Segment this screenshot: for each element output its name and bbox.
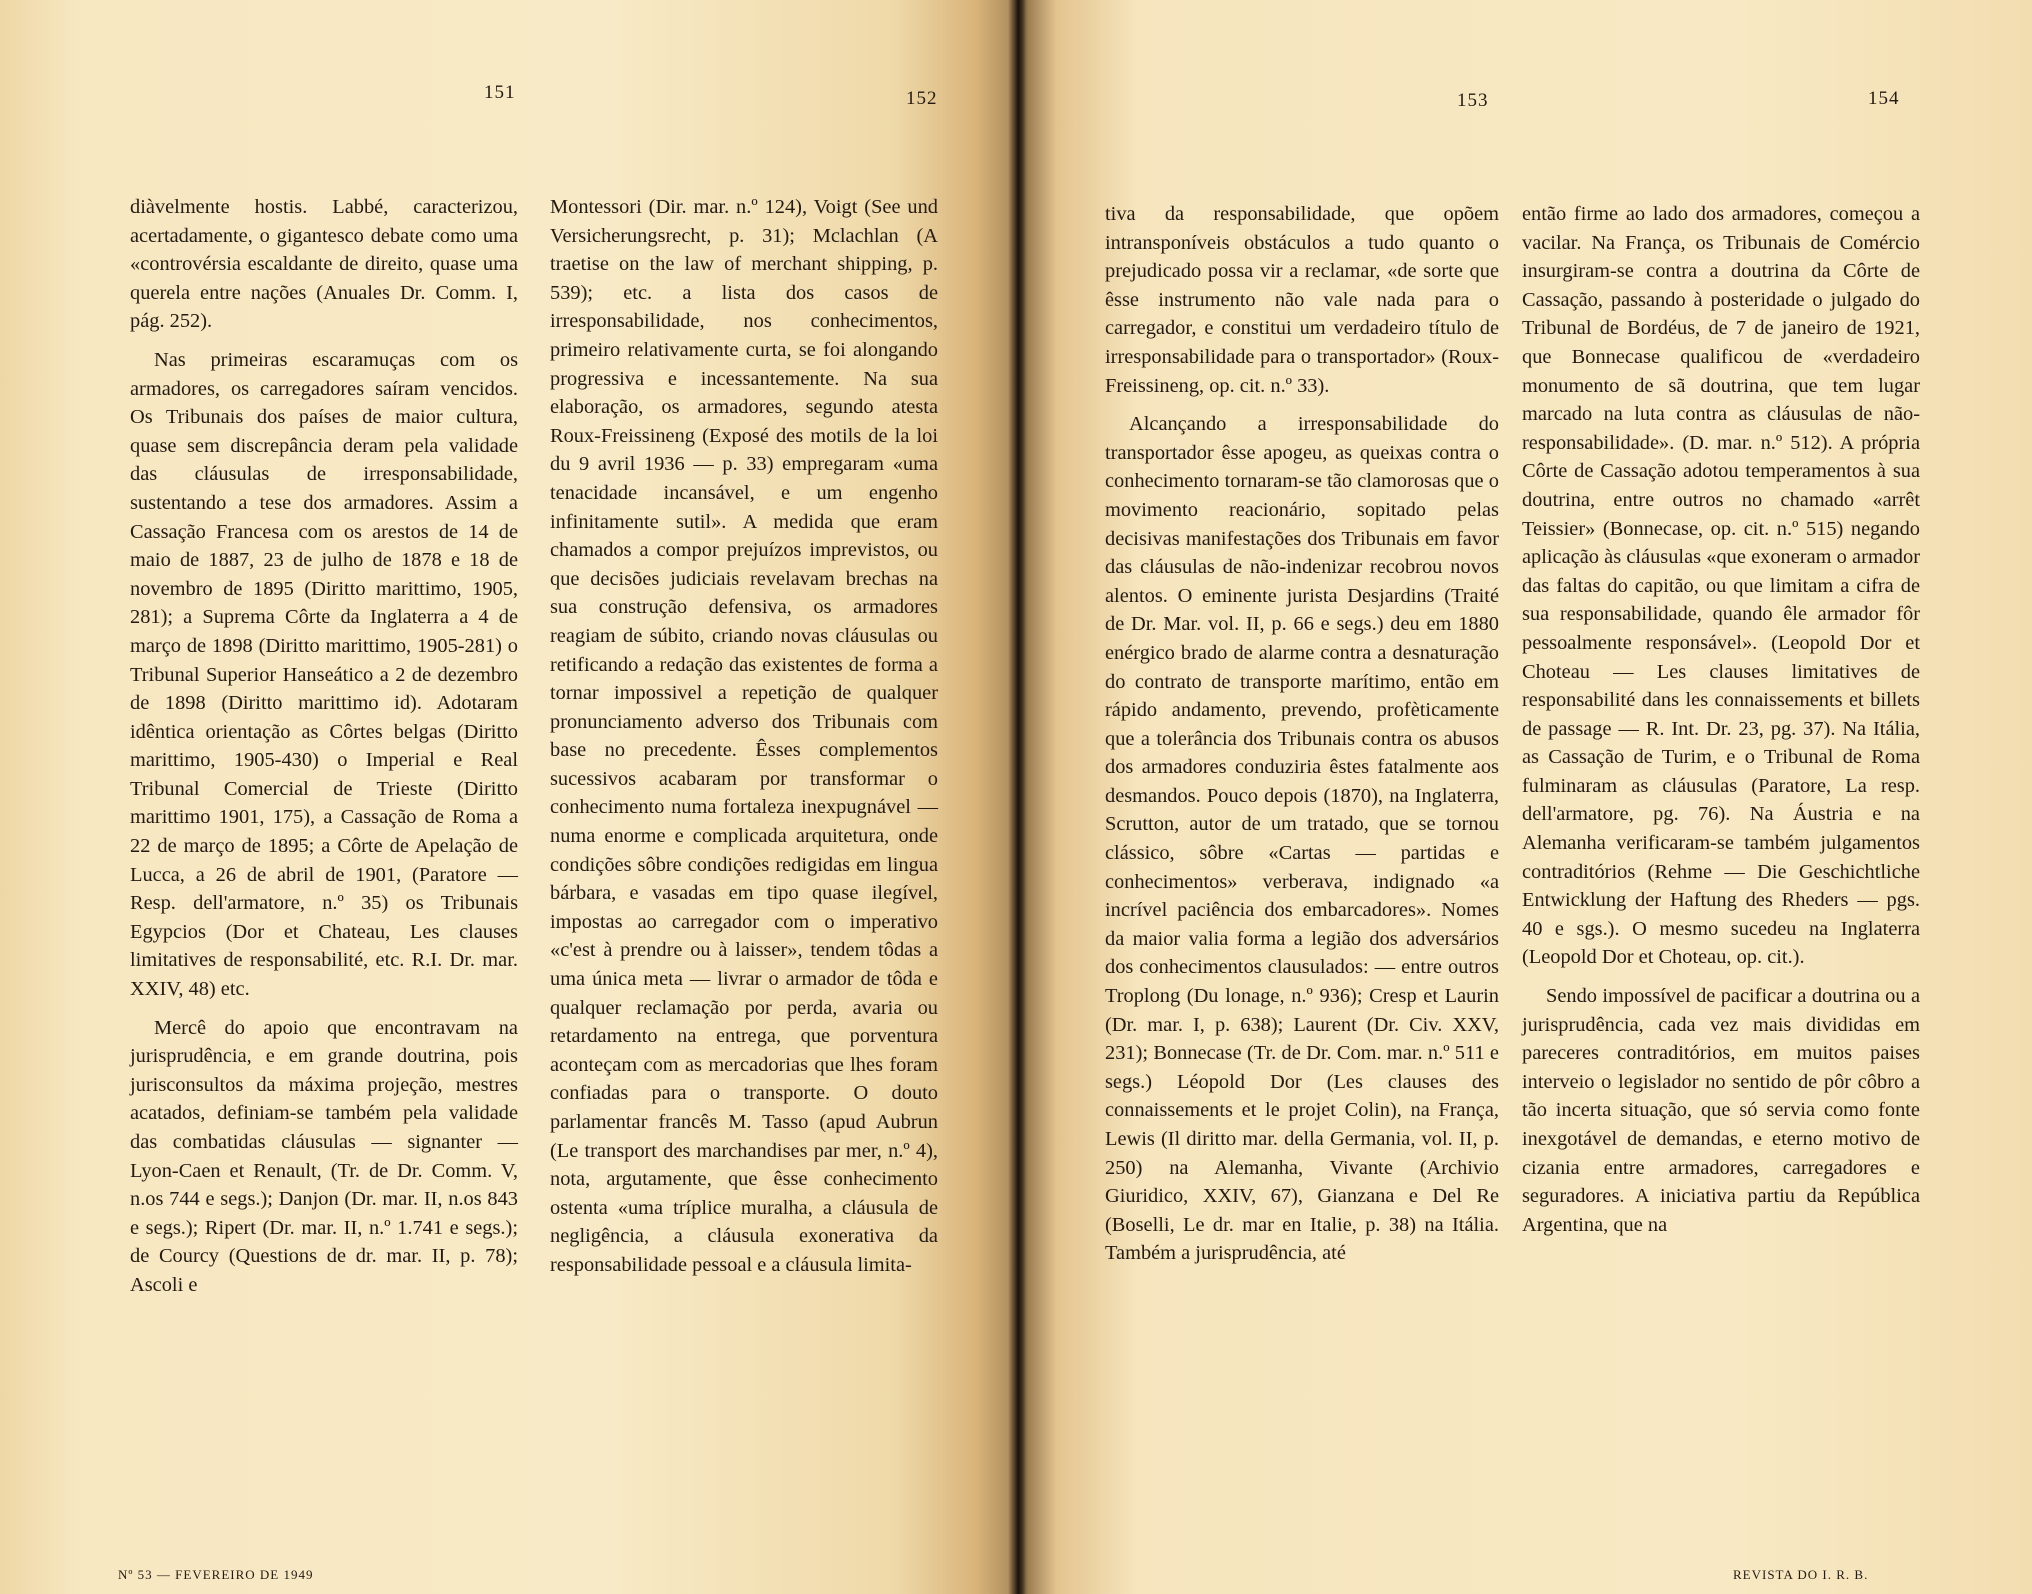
paragraph: Montessori (Dir. mar. n.º 124), Voigt (See und Versicherungsrecht, p. 31); Mclachlan (A traetise on the law of merchant shipping, p. 539); etc. a lista dos casos de irresponsabilidade, nos conhecimentos, primeiro relativamente curta, se foi alongando progressiva e incessantemente. Na sua elaboração, os armadores, segundo atesta Roux-Freissineng (Exposé des motils de la loi du 9 avril 1936 — p. 33) empregaram «uma tenacidade incansável, e um engenho infinitamente sutil». A medida que eram chamados a compor prejuízos imprevistos, ou que decisões judiciais revelavam brechas na sua construção defensiva, os armadores reagiam de súbito, criando novas cláusulas ou retificando a redação das existentes de forma a tornar impossivel a repetição de qualquer pronunciamento adverso dos Tribunais com base no precedente. Êsses complementos sucessivos acabaram por transformar o conhecimento numa fortaleza inexpugnável — numa enorme e complicada arquitetura, onde condições sôbre condições redigidas em lingua bárbara, e vasadas em tipo quase ilegível, impostas ao carregador com o imperativo «c'est à prendre ou à laisser», tendem tôdas a uma única meta — livrar o armador de tôda e qualquer reclamação por perda, avaria ou retardamento na entrega, que porventura aconteçam com as mercadorias que lhes foram confiadas para o transporte. O douto parlamentar francês M. Tasso (apud Aubrun (Le transport des marchandises par mer, n.º 4), nota, argutamente, que êsse conhecimento ostenta «uma tríplice muralha, a cláusula de negligência, a cláusula exonerativa da responsabilidade pessoal e a cláusula limita- <box>550 196 938 1276</box>
paragraph: Nas primeiras escaramuças com os armadores, os carregadores saíram vencidos. Os Tribunais dos países de maior cultura, quase sem discrepância deram pela validade das cláusulas de irresponsabilidade, sustentando a tese dos armadores. Assim a Cassação Francesa com os arestos de 14 de maio de 1887, 23 de julho de 1878 e 18 de novembro de 1895 (Diritto marittimo, 1905, 281); a Suprema Côrte da Inglaterra a 4 de março de 1898 (Diritto marittimo, 1905-281) o Tribunal Superior Hanseático a 2 de dezembro de 1898 (Diritto marittimo id). Adotaram idêntica orientação as Côrtes belgas (Diritto marittimo, 1905-430) o Imperial e Real Tribunal Comercial de Trieste (Diritto marittimo 1901, 175), a Cassação de Roma a 22 de março de 1895; a Côrte de Apelação de Lucca, a 26 de abril de 1901, (Paratore — Resp. dell'armatore, n.º 35) os Tribunais Egypcios (Dor et Chateau, Les clauses limitatives de responsabilité, etc. R.I. Dr. mar. XXIV, 48) etc. <box>130 348 518 1001</box>
paragraph: Sendo impossível de pacificar a doutrina ou a jurisprudência, cada vez mais divididas em pareceres contraditórios, em muitos paises interveio o legislador no sentido de pôr côbro a tão incerta situação, que só servia como fonte inexgotável de demandas, e eterno motivo de cizania entre armadores, carregadores e seguradores. A iniciativa partiu da República Argentina, que na <box>1522 985 1920 1236</box>
paragraph: diàvelmente hostis. Labbé, caracterizou, acertadamente, o gigantesco debate como uma «controvérsia escaldante de direito, quase uma querela entre nações (Anuales Dr. Comm. I, pág. 252). <box>130 196 518 333</box>
page-number-154: 154 <box>1868 88 1900 109</box>
page-number-153: 153 <box>1457 90 1489 111</box>
book-gutter <box>1008 0 1026 1594</box>
page-number-152: 152 <box>906 88 938 109</box>
paragraph: tiva da responsabilidade, que opõem intransponíveis obstáculos a tudo quanto o prejudicado possa vir a reclamar, «de sorte que êsse instrumento não vale nada para o carregador, e constitui um verdadeiro título de irresponsabilidade para o transportador» (Roux-Freissineng, op. cit. n.º 33). <box>1105 203 1499 397</box>
footer-issue: Nº 53 — FEVEREIRO DE 1949 <box>118 1567 314 1582</box>
paragraph: Alcançando a irresponsabilidade do transportador êsse apogeu, as queixas contra o conhecimento tornaram-se tão clamorosas que o movimento reacionário, sopitado pelas decisivas manifestações dos Tribunais em favor das cláusulas de não-indenizar recobrou novos alentos. O eminente jurista Desjardins (Traité de Dr. Mar. vol. II, p. 66 e segs.) deu em 1880 enérgico brado de alarme contra a desnaturação do contrato de transporte marítimo, então em rápido andamento, prevendo, profèticamente que a tolerância dos Tribunais contra os abusos dos armadores conduziria êstes fatalmente aos desmandos. Pouco depois (1870), na Inglaterra, Scrutton, autor de um tratado, que se tornou clássico, sôbre «Cartas — partidas e conhecimentos» verberava, indignado «a incrível paciência dos embarcadores». Nomes da maior valia forma a legião dos adversários dos conhecimentos clausulados: — entre outros Troplong (Du lonage, n.º 936); Cresp et Laurin (Dr. mar. I, p. 638); Laurent (Dr. Civ. XXV, 231); Bonnecase (Tr. de Dr. Com. mar. n.º 511 e segs.) Léopold Dor (Les clauses des connaissements et le projet Colin), na França, Lewis (Il diritto mar. della Germania, vol. II, p. 250) na Alemanha, Vivante (Archivio Giuridico, XXIV, 67), Gianzana e Del Re (Boselli, Le dr. mar en Italie, p. 38) na Itália. Também a jurisprudência, até <box>1105 413 1499 1265</box>
footer-journal: REVISTA DO I. R. B. <box>1733 1567 1869 1582</box>
paragraph: então firme ao lado dos armadores, começou a vacilar. Na França, os Tribunais de Comércio insurgiram-se contra a doutrina da Côrte de Cassação, passando à posteridade o julgado do Tribunal de Bordéus, de 7 de janeiro de 1921, que Bonnecase qualificou de «verdadeiro monumento de sã doutrina, que tem lugar marcado na luta contra as cláusulas de não-responsabilidade». (D. mar. n.º 512). A própria Côrte de Cassação adotou temperamentos à sua doutrina, entre outros no chamado «arrêt Teissier» (Bonnecase, op. cit. n.º 515) negando aplicação às cláusulas «que exoneram o armador das faltas do capitão, ou que limitam a cifra de sua responsabilidade, quando êle armador fôr pessoalmente responsável». (Leopold Dor et Choteau — Les clauses limitatives de responsabilité dans les connaissements et billets de passage — R. Int. Dr. 23, pg. 37). Na Itália, as Cassação de Turim, e o Tribunal de Roma fulminaram as cláusulas (Paratore, La resp. dell'armatore, pg. 76). Na Áustria e na Alemanha verificaram-se também julgamentos contraditórios (Rehme — Die Geschichtliche Entwicklung der Haftung des Rheders — pgs. 40 e sgs.). O mesmo sucedeu na Inglaterra (Leopold Dor et Choteau, op. cit.). <box>1522 203 1920 969</box>
column-page-154 <box>1522 200 1920 1239</box>
column-page-151 <box>130 193 518 1300</box>
column-page-153 <box>1105 200 1499 1268</box>
paragraph: Mercê do apoio que encontravam na jurisprudência, e em grande doutrina, pois jurisconsultos da máxima projeção, mestres acatados, definiam-se também pela validade das combatidas cláusulas — signanter — Lyon-Caen et Renault, (Tr. de Dr. Comm. V, n.os 744 e segs.); Danjon (Dr. mar. II, n.os 843 e segs.); Ripert (Dr. mar. II, n.º 1.741 e segs.); de Courcy (Questions de dr. mar. II, p. 78); Ascoli e <box>130 1016 518 1296</box>
page-number-151: 151 <box>484 82 516 103</box>
column-page-152 <box>550 193 938 1280</box>
